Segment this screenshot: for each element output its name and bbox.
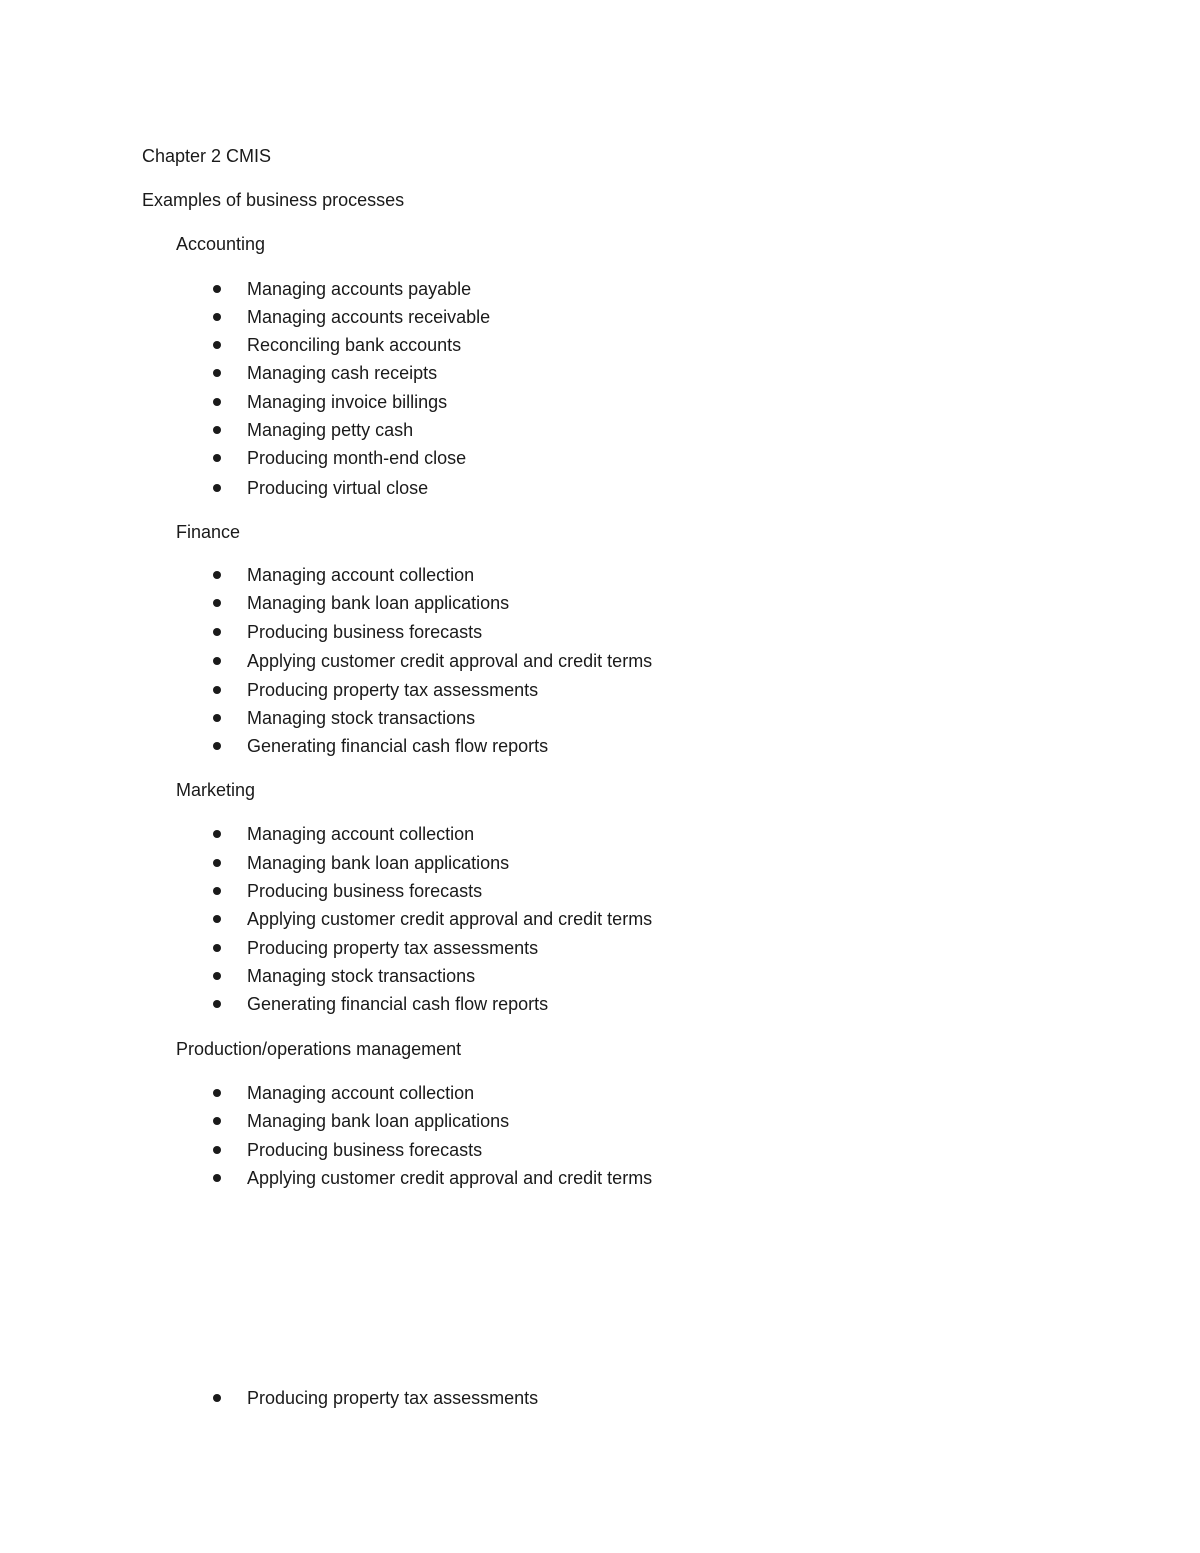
list-item: Managing stock transactions (205, 965, 475, 987)
bullet-icon (213, 571, 221, 579)
list-item: Managing account collection (205, 564, 474, 586)
list-item: Managing accounts payable (205, 278, 471, 300)
bullet-icon (213, 285, 221, 293)
list-item: Applying customer credit approval and credit terms (205, 908, 652, 930)
list-item: Producing business forecasts (205, 621, 482, 643)
bullet-icon (213, 454, 221, 462)
list-item: Managing account collection (205, 1082, 474, 1104)
bullet-icon (213, 1089, 221, 1097)
bullet-icon (213, 341, 221, 349)
bullet-icon (213, 742, 221, 750)
bullet-icon (213, 426, 221, 434)
list-item: Producing property tax assessments (205, 679, 538, 701)
bullet-icon (213, 313, 221, 321)
bullet-icon (213, 1146, 221, 1154)
list-item-trailing: Producing property tax assessments (205, 1387, 538, 1409)
bullet-icon (213, 714, 221, 722)
bullet-icon (213, 830, 221, 838)
bullet-icon (213, 369, 221, 377)
bullet-icon (213, 972, 221, 980)
list-item: Producing business forecasts (205, 1139, 482, 1161)
bullet-icon (213, 1394, 221, 1402)
list-item: Generating financial cash flow reports (205, 993, 548, 1015)
bullet-icon (213, 398, 221, 406)
list-item: Applying customer credit approval and credit terms (205, 1167, 652, 1189)
list-item: Generating financial cash flow reports (205, 735, 548, 757)
list-item: Reconciling bank accounts (205, 334, 461, 356)
section-heading-marketing: Marketing (176, 780, 256, 800)
bullet-icon (213, 859, 221, 867)
bullet-icon (213, 686, 221, 694)
list-item: Managing cash receipts (205, 362, 437, 384)
section-heading-finance: Finance (176, 522, 241, 542)
bullet-icon (213, 1117, 221, 1125)
bullet-icon (213, 599, 221, 607)
bullet-icon (213, 887, 221, 895)
document-title: Chapter 2 CMIS (142, 146, 272, 166)
bullet-icon (213, 628, 221, 636)
list-item: Managing account collection (205, 823, 474, 845)
list-item: Managing bank loan applications (205, 1110, 509, 1132)
section-heading-accounting: Accounting (176, 234, 266, 254)
list-item: Managing petty cash (205, 419, 413, 441)
list-item: Managing bank loan applications (205, 592, 509, 614)
bullet-icon (213, 1174, 221, 1182)
list-item: Applying customer credit approval and credit terms (205, 650, 652, 672)
list-item: Producing property tax assessments (205, 937, 538, 959)
list-item: Managing stock transactions (205, 707, 475, 729)
section-heading-production-operations: Production/operations management (176, 1039, 462, 1059)
document-subtitle: Examples of business processes (142, 190, 405, 210)
bullet-icon (213, 915, 221, 923)
list-item: Managing invoice billings (205, 391, 447, 413)
bullet-icon (213, 944, 221, 952)
list-item: Producing month-end close (205, 447, 466, 469)
bullet-icon (213, 484, 221, 492)
bullet-icon (213, 657, 221, 665)
list-item: Producing business forecasts (205, 880, 482, 902)
list-item: Producing virtual close (205, 477, 428, 499)
list-item: Managing bank loan applications (205, 852, 509, 874)
bullet-icon (213, 1000, 221, 1008)
list-item: Managing accounts receivable (205, 306, 490, 328)
